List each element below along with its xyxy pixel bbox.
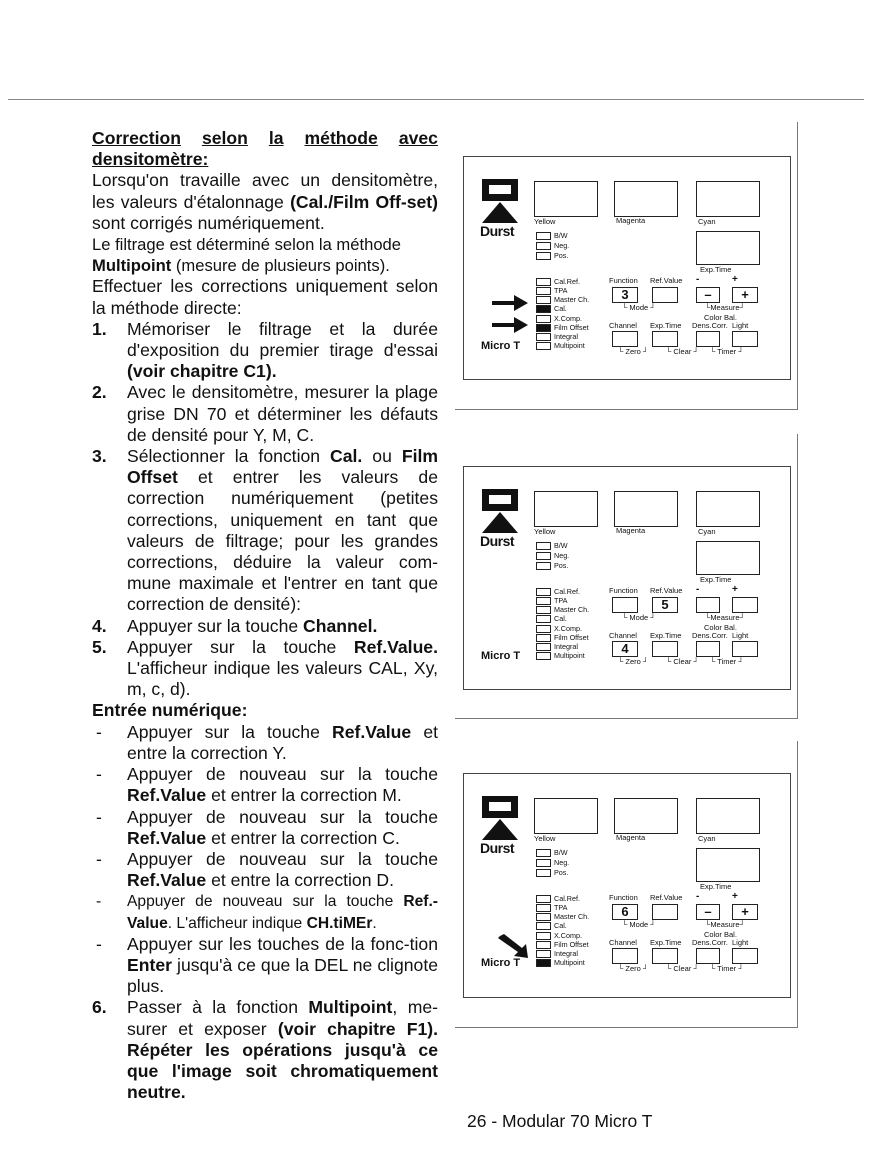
- selector-film-offset[interactable]: [536, 940, 589, 949]
- numeric-entry-title: Entrée numérique:: [92, 700, 248, 721]
- selector-led: [536, 643, 551, 651]
- step-5: 5. Appuyer sur la touche Ref.Value. L'afficheur indique les valeurs CAL, Xy, m, c, d).: [92, 636, 438, 700]
- selector-label: Neg.: [554, 858, 570, 867]
- function-label: Function: [609, 893, 638, 902]
- selector-label: Pos.: [554, 868, 569, 877]
- selector-led: [536, 922, 551, 930]
- mode-bracket-label: └ Mode ┘: [622, 613, 656, 622]
- selector-label: Multipoint: [554, 651, 585, 660]
- selector-neg-[interactable]: [536, 858, 569, 867]
- selector-led: [536, 959, 551, 967]
- durst-logo-icon: [482, 179, 518, 223]
- page-footer: 26 - Modular 70 Micro T: [467, 1111, 653, 1131]
- zero-bracket-label: └ Zero ┘: [618, 347, 649, 356]
- cyan-display: [696, 491, 760, 527]
- selector-led: [536, 305, 551, 313]
- yellow-label: Yellow: [534, 527, 556, 536]
- selector-label: Cal.: [554, 614, 567, 623]
- selector-label: Cal.Ref.: [554, 894, 580, 903]
- logo-mark-triangle: [482, 819, 518, 840]
- selector-label: Pos.: [554, 251, 569, 260]
- logo-mark-top: [482, 489, 518, 511]
- durst-logo-icon: [482, 796, 518, 840]
- numeric-entry-list: [92, 722, 438, 998]
- selector-multipoint[interactable]: [536, 341, 585, 350]
- selector-label: Master Ch.: [554, 912, 590, 921]
- intro-paragraph-3: Effectuer les corrections uniquement selon la méthode directe:: [92, 276, 438, 318]
- function-key[interactable]: 3: [612, 287, 638, 303]
- selector-label: Integral: [554, 332, 578, 341]
- pointer-arrow-icon: [496, 934, 536, 958]
- steps-list: [92, 319, 438, 701]
- heading-line-2: densitomètre:: [92, 149, 209, 170]
- control-panel: [463, 156, 791, 380]
- selector-led: [536, 287, 551, 295]
- minus-key[interactable]: [696, 597, 720, 613]
- selector-pos-[interactable]: [536, 868, 568, 877]
- plus-key[interactable]: [732, 597, 758, 613]
- selector-led: [536, 615, 551, 623]
- selector-label: Film Offset: [554, 323, 589, 332]
- selector-led: [536, 625, 551, 633]
- selector-label: Multipoint: [554, 341, 585, 350]
- entry-item: - Appuyer sur la touche Ref.Value et entre la correction Y.: [96, 721, 438, 763]
- dens-corr-key[interactable]: [696, 641, 720, 657]
- function-key[interactable]: [612, 597, 638, 613]
- control-panel: [463, 773, 791, 998]
- selector-label: Cal.Ref.: [554, 277, 580, 286]
- selector-neg-[interactable]: [536, 551, 569, 560]
- selector-integral[interactable]: [536, 332, 578, 341]
- yellow-display: [534, 181, 598, 217]
- function-label: Function: [609, 586, 638, 595]
- zero-bracket-label: └ Zero ┘: [618, 964, 649, 973]
- selector-label: X.Comp.: [554, 624, 582, 633]
- plus-label: +: [732, 891, 738, 902]
- heading-word: avec: [398, 128, 438, 148]
- selector-film-offset[interactable]: [536, 323, 589, 332]
- channel-key[interactable]: 4: [612, 641, 638, 657]
- timer-bracket-label: └ Timer ┘: [710, 964, 744, 973]
- logo-mark-triangle: [482, 512, 518, 533]
- selector-label: Cal.Ref.: [554, 587, 580, 596]
- selector-label: Neg.: [554, 241, 570, 250]
- magenta-label: Magenta: [616, 216, 646, 225]
- selector-cal-ref-[interactable]: [536, 894, 580, 903]
- ref-value-label: Ref.Value: [650, 276, 683, 285]
- selector-label: X.Comp.: [554, 931, 582, 940]
- selector-b-w[interactable]: [536, 231, 568, 240]
- step-6: 6. Passer à la fonction Multipoint, me-surer et exposer (voir chapitre F1). Répéter les opérations jusqu'à ce que l'image soit chromatiquement neutre.: [92, 997, 439, 1103]
- yellow-label: Yellow: [534, 217, 556, 226]
- ref-value-key[interactable]: [652, 287, 678, 303]
- selector-cal-ref-[interactable]: [536, 587, 580, 596]
- step-1: 1. Mémoriser le filtrage et la durée d'exposition du premier tirage d'essai (voir chapitre C1).: [92, 318, 438, 382]
- selector-led: [536, 932, 551, 940]
- function-label: Function: [609, 276, 638, 285]
- control-panel: [463, 466, 791, 690]
- selector-led: [536, 242, 551, 250]
- plus-key[interactable]: +: [732, 904, 758, 920]
- selector-led: [536, 849, 551, 857]
- selector-led: [536, 859, 551, 867]
- selector-pos-[interactable]: [536, 561, 568, 570]
- selector-neg-[interactable]: [536, 241, 569, 250]
- selector-led: [536, 895, 551, 903]
- measure-bracket-label: └Measure┘: [705, 303, 745, 312]
- selector-label: TPA: [554, 286, 568, 295]
- model-name: Micro T: [481, 340, 521, 352]
- selector-cal-[interactable]: [536, 614, 567, 623]
- cyan-display: [696, 798, 760, 834]
- magenta-display: [614, 181, 678, 217]
- section-heading: [92, 128, 438, 170]
- mode-bracket-label: └ Mode ┘: [622, 303, 656, 312]
- dens-corr-label: Dens.Corr.: [692, 631, 728, 640]
- selector-label: Master Ch.: [554, 605, 590, 614]
- entry-item: - Appuyer de nouveau sur la touche Ref.Value et entre la correction D.: [96, 848, 438, 891]
- ref-value-key[interactable]: 5: [652, 597, 678, 613]
- plus-key[interactable]: +: [732, 287, 758, 303]
- entry-item: - Appuyer de nouveau sur la touche Ref.Value et entrer la correction C.: [96, 806, 438, 848]
- pointer-arrow-icon: [490, 291, 530, 315]
- brand-name: Durst: [480, 840, 515, 856]
- exp-time-top-label: Exp.Time: [700, 882, 732, 891]
- light-key[interactable]: [732, 331, 758, 347]
- dens-corr-label: Dens.Corr.: [692, 321, 728, 330]
- exp-time-top-label: Exp.Time: [700, 265, 732, 274]
- minus-label: -: [696, 584, 700, 595]
- ref-value-key[interactable]: [652, 904, 678, 920]
- selector-led: [536, 634, 551, 642]
- logo-mark-triangle: [482, 202, 518, 223]
- light-label: Light: [732, 631, 749, 640]
- measure-bracket-label: └Measure┘: [705, 613, 745, 622]
- measure-bracket-label: └Measure┘: [705, 920, 745, 929]
- step-4: 4. Appuyer sur la touche Channel.: [92, 615, 378, 636]
- model-name: Micro T: [481, 650, 521, 662]
- selector-label: Neg.: [554, 551, 570, 560]
- color-bal-label: Color Bal.: [704, 930, 737, 939]
- ref-value-label: Ref.Value: [650, 586, 683, 595]
- selector-led: [536, 913, 551, 921]
- dens-corr-key[interactable]: [696, 948, 720, 964]
- selector-label: Film Offset: [554, 940, 589, 949]
- clear-bracket-label: └ Clear ┘: [666, 964, 699, 973]
- selector-x-comp-[interactable]: [536, 624, 582, 633]
- selector-film-offset[interactable]: [536, 633, 589, 642]
- model-name: Micro T: [481, 957, 521, 969]
- selector-master-ch-[interactable]: [536, 605, 589, 614]
- minus-key[interactable]: –: [696, 904, 720, 920]
- selector-multipoint[interactable]: [536, 958, 585, 967]
- selector-x-comp-[interactable]: [536, 314, 582, 323]
- minus-label: -: [696, 274, 700, 285]
- selector-label: TPA: [554, 903, 568, 912]
- exp-time-label: Exp.Time: [650, 631, 682, 640]
- exp-time-key[interactable]: [652, 948, 678, 964]
- selector-x-comp-[interactable]: [536, 931, 582, 940]
- selector-led: [536, 324, 551, 332]
- selector-label: Integral: [554, 949, 578, 958]
- brand-name: Durst: [480, 533, 515, 549]
- selector-tpa[interactable]: [536, 596, 567, 605]
- exp-time-label: Exp.Time: [650, 321, 682, 330]
- selector-led: [536, 950, 551, 958]
- selector-led: [536, 296, 551, 304]
- selector-label: Cal.: [554, 921, 567, 930]
- cyan-label: Cyan: [698, 834, 716, 843]
- selector-led: [536, 278, 551, 286]
- logo-mark-top: [482, 179, 518, 201]
- selector-label: Pos.: [554, 561, 569, 570]
- intro-paragraph-1: Lorsqu'on travaille avec un densitomètre, les valeurs d'étalonnage (Cal./Film Off-set) sont corrigés numériquement.: [92, 170, 439, 233]
- selector-master-ch-[interactable]: [536, 295, 589, 304]
- selector-led: [536, 542, 551, 550]
- selector-led: [536, 869, 551, 877]
- yellow-display: [534, 798, 598, 834]
- yellow-label: Yellow: [534, 834, 556, 843]
- exp-time-key[interactable]: [652, 641, 678, 657]
- selector-led: [536, 562, 551, 570]
- selector-led: [536, 597, 551, 605]
- dens-corr-key[interactable]: [696, 331, 720, 347]
- channel-label: Channel: [609, 631, 637, 640]
- step-3: 3. Sélectionner la fonction Cal. ou Film Offset et entrer les valeurs de correction numériquement (petites corrections, uniquement en tant que valeurs de filtrage; pour les grandes corrections, déduire la valeur com-mune maximale et l'entrer en tant que correction de densité):: [92, 446, 438, 615]
- selector-b-w[interactable]: [536, 541, 568, 550]
- selector-label: Film Offset: [554, 633, 589, 642]
- selector-cal-[interactable]: [536, 921, 567, 930]
- exp-time-key[interactable]: [652, 331, 678, 347]
- logo-mark-top: [482, 796, 518, 818]
- brand-name: Durst: [480, 223, 515, 239]
- minus-key[interactable]: –: [696, 287, 720, 303]
- magenta-label: Magenta: [616, 526, 646, 535]
- selector-led: [536, 941, 551, 949]
- selector-label: Cal.: [554, 304, 567, 313]
- selector-label: B/W: [554, 541, 568, 550]
- selector-cal-ref-[interactable]: [536, 277, 580, 286]
- heading-word: Correction: [92, 128, 181, 148]
- selector-label: X.Comp.: [554, 314, 582, 323]
- heading-word: la: [268, 128, 284, 148]
- selector-tpa[interactable]: [536, 286, 567, 295]
- channel-key[interactable]: [612, 948, 638, 964]
- selector-led: [536, 315, 551, 323]
- selector-label: Multipoint: [554, 958, 585, 967]
- entry-item: - Appuyer sur les touches de la fonc-tion Enter jusqu'à ce que la DEL ne clignote plus.: [96, 933, 438, 997]
- light-key[interactable]: [732, 948, 758, 964]
- light-label: Light: [732, 938, 749, 947]
- step-2: 2. Avec le densitomètre, mesurer la plage grise DN 70 et déterminer les défauts de densité pour Y, M, C.: [92, 382, 438, 445]
- magenta-display: [614, 798, 678, 834]
- selector-label: Integral: [554, 642, 578, 651]
- selector-led: [536, 232, 551, 240]
- pointer-arrow-icon: [490, 313, 530, 337]
- heading-word: selon: [201, 128, 248, 148]
- selector-led: [536, 333, 551, 341]
- selector-label: TPA: [554, 596, 568, 605]
- selector-led: [536, 552, 551, 560]
- cyan-display: [696, 181, 760, 217]
- entry-item: - Appuyer de nouveau sur la touche Ref.-Value. L'afficheur indique CH.tiMEr.: [96, 893, 438, 932]
- steps-list-2: [92, 997, 438, 1103]
- heading-word: méthode: [304, 128, 378, 148]
- channel-label: Channel: [609, 938, 637, 947]
- intro-paragraph-2: Le filtrage est déterminé selon la méthode Multipoint (mesure de plusieurs points).: [92, 235, 402, 276]
- selector-pos-[interactable]: [536, 251, 568, 260]
- selector-integral[interactable]: [536, 642, 578, 651]
- timer-bracket-label: └ Timer ┘: [710, 347, 744, 356]
- clear-bracket-label: └ Clear ┘: [666, 347, 699, 356]
- selector-led: [536, 342, 551, 350]
- selector-master-ch-[interactable]: [536, 912, 589, 921]
- function-key[interactable]: 6: [612, 904, 638, 920]
- ref-value-label: Ref.Value: [650, 893, 683, 902]
- clear-bracket-label: └ Clear ┘: [666, 657, 699, 666]
- selector-multipoint[interactable]: [536, 651, 585, 660]
- plus-label: +: [732, 584, 738, 595]
- selector-tpa[interactable]: [536, 903, 567, 912]
- color-bal-label: Color Bal.: [704, 313, 737, 322]
- plus-label: +: [732, 274, 738, 285]
- selector-integral[interactable]: [536, 949, 578, 958]
- cyan-label: Cyan: [698, 527, 716, 536]
- exp-time-top-label: Exp.Time: [700, 575, 732, 584]
- durst-logo-icon: [482, 489, 518, 533]
- text-column: [92, 128, 438, 1103]
- selector-led: [536, 606, 551, 614]
- exp-time-display: [696, 231, 760, 265]
- minus-label: -: [696, 891, 700, 902]
- mode-bracket-label: └ Mode ┘: [622, 920, 656, 929]
- light-key[interactable]: [732, 641, 758, 657]
- entry-item: - Appuyer de nouveau sur la touche Ref.Value et entrer la correction M.: [96, 764, 438, 806]
- magenta-display: [614, 491, 678, 527]
- exp-time-display: [696, 848, 760, 882]
- selector-led: [536, 252, 551, 260]
- selector-led: [536, 652, 551, 660]
- dens-corr-label: Dens.Corr.: [692, 938, 728, 947]
- zero-bracket-label: └ Zero ┘: [618, 657, 649, 666]
- cyan-label: Cyan: [698, 217, 716, 226]
- light-label: Light: [732, 321, 749, 330]
- exp-time-display: [696, 541, 760, 575]
- selector-b-w[interactable]: [536, 848, 568, 857]
- magenta-label: Magenta: [616, 833, 646, 842]
- channel-label: Channel: [609, 321, 637, 330]
- yellow-display: [534, 491, 598, 527]
- selector-led: [536, 588, 551, 596]
- color-bal-label: Color Bal.: [704, 623, 737, 632]
- exp-time-label: Exp.Time: [650, 938, 682, 947]
- channel-key[interactable]: [612, 331, 638, 347]
- selector-label: B/W: [554, 231, 568, 240]
- selector-cal-[interactable]: [536, 304, 567, 313]
- selector-label: B/W: [554, 848, 568, 857]
- selector-label: Master Ch.: [554, 295, 590, 304]
- timer-bracket-label: └ Timer ┘: [710, 657, 744, 666]
- selector-led: [536, 904, 551, 912]
- top-rule: [8, 99, 864, 100]
